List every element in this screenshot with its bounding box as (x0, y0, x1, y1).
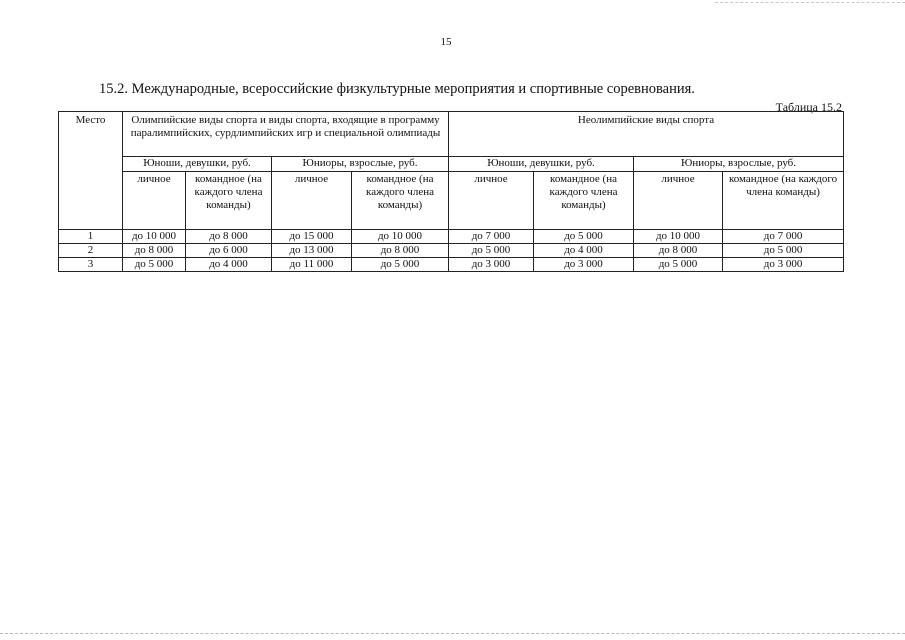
amount-cell: до 5 000 (123, 258, 186, 272)
scan-edge-bottom (0, 633, 905, 634)
amount-cell: до 8 000 (123, 244, 186, 258)
subheader-cell: личное (449, 172, 534, 230)
subheader-cell: личное (634, 172, 723, 230)
amount-cell: до 6 000 (186, 244, 272, 258)
place-cell: 3 (59, 258, 123, 272)
amount-cell: до 3 000 (449, 258, 534, 272)
prize-table (58, 111, 844, 272)
section-heading: 15.2. Международные, всероссийские физкультурные мероприятия и спортивные соревнования. (99, 81, 695, 97)
amount-cell: до 8 000 (186, 230, 272, 244)
amount-cell: до 7 000 (449, 230, 534, 244)
place-cell: 1 (59, 230, 123, 244)
subheader-cell: командное (на каждого члена команды) (352, 172, 449, 230)
amount-cell: до 4 000 (534, 244, 634, 258)
amount-cell: до 13 000 (272, 244, 352, 258)
amount-cell: до 11 000 (272, 258, 352, 272)
amount-cell: до 5 000 (634, 258, 723, 272)
olympic-sports-header: Олимпийские виды спорта и виды спорта, входящие в программу паралимпийских, сурдлимпийских игр и специальной олимпиады (123, 112, 449, 157)
amount-cell: до 8 000 (634, 244, 723, 258)
amount-cell: до 10 000 (634, 230, 723, 244)
header-row-groups (59, 157, 844, 172)
amount-cell: до 8 000 (352, 244, 449, 258)
amount-cell: до 3 000 (534, 258, 634, 272)
amount-cell: до 7 000 (723, 230, 844, 244)
group-header: Юноши, девушки, руб. (449, 157, 634, 172)
amount-cell: до 10 000 (123, 230, 186, 244)
table-caption: Таблица 15.2 (775, 100, 842, 114)
amount-cell: до 5 000 (449, 244, 534, 258)
page-number: 15 (440, 36, 452, 48)
place-column-header: Место (59, 112, 123, 230)
amount-cell: до 5 000 (352, 258, 449, 272)
group-header: Юноши, девушки, руб. (123, 157, 272, 172)
subheader-cell: личное (272, 172, 352, 230)
group-header: Юниоры, взрослые, руб. (272, 157, 449, 172)
amount-cell: до 5 000 (534, 230, 634, 244)
header-row-subheaders (59, 172, 844, 230)
table-row (59, 244, 844, 258)
header-row-main (59, 112, 844, 157)
amount-cell: до 3 000 (723, 258, 844, 272)
scan-edge-top (715, 2, 905, 3)
subheader-cell: командное (на каждого члена команды) (186, 172, 272, 230)
subheader-cell: командное (на каждого члена команды) (534, 172, 634, 230)
group-header: Юниоры, взрослые, руб. (634, 157, 844, 172)
non-olympic-sports-header: Неолимпийские виды спорта (449, 112, 844, 157)
subheader-cell: личное (123, 172, 186, 230)
table-row (59, 258, 844, 272)
amount-cell: до 10 000 (352, 230, 449, 244)
table-row (59, 230, 844, 244)
amount-cell: до 15 000 (272, 230, 352, 244)
amount-cell: до 5 000 (723, 244, 844, 258)
amount-cell: до 4 000 (186, 258, 272, 272)
place-cell: 2 (59, 244, 123, 258)
subheader-cell: командное (на каждого члена команды) (723, 172, 844, 230)
